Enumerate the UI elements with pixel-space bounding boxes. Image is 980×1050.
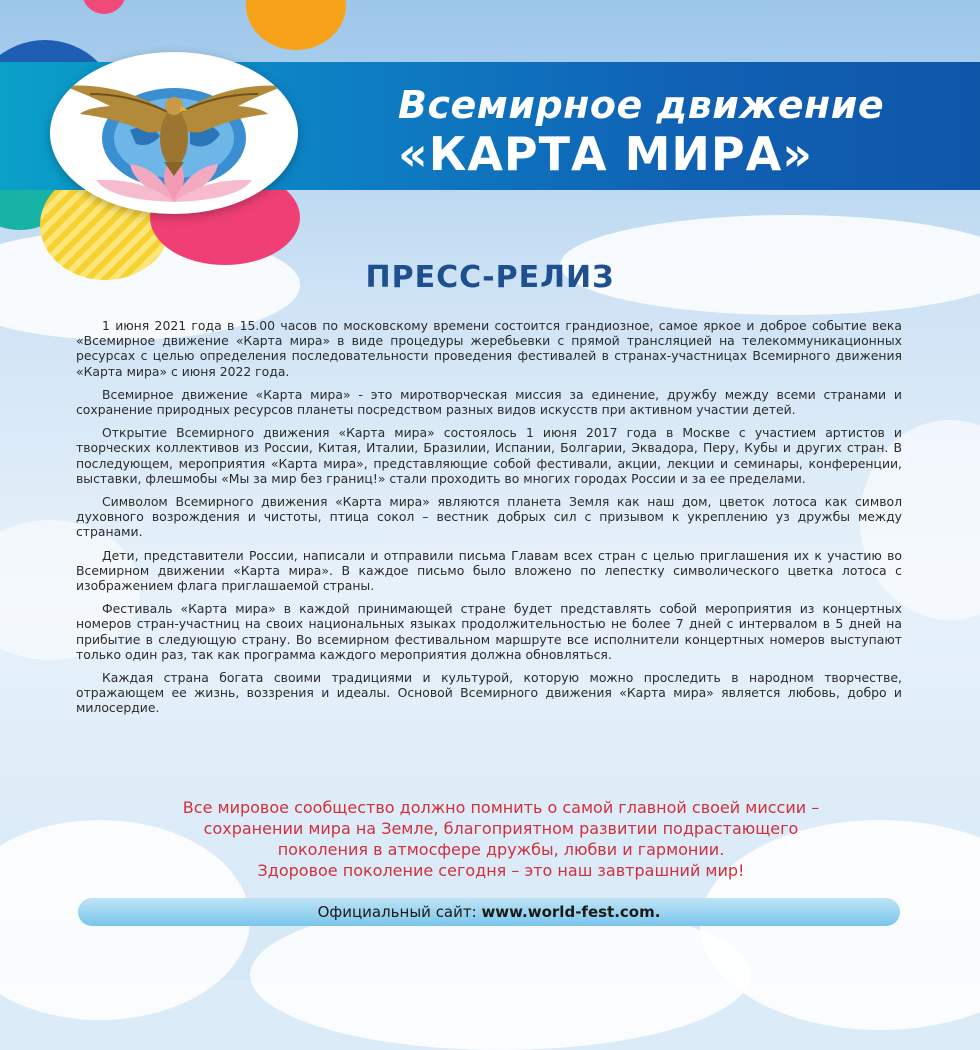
website-link[interactable]: www.world-fest.com. (481, 903, 661, 921)
closing-line: Все мировое сообщество должно помнить о самой главной своей миссии – (182, 798, 820, 817)
closing-line: Здоровое поколение сегодня – это наш завтрашний мир! (257, 861, 745, 880)
page-title (398, 84, 884, 181)
paragraph: Символом Всемирного движения «Карта мира» являются планета Земля как наш дом, цветок лотоса как символ духовного возрождения и чистоты, птица сокол – вестник добрых сил с призывом к укреплению уз дружбы между странами. (76, 494, 902, 540)
closing-line: сохранении мира на Земле, благоприятном развитии подрастающего (203, 819, 799, 838)
footer-label: Официальный сайт: (317, 903, 482, 921)
press-release-body (76, 318, 902, 724)
paragraph: Дети, представители России, написали и отправили письма Главам всех стран с целью приглашения их к участию во Всемирном движении «Карта мира». В каждое письмо было вложено по лепестку символического цветка лотоса с изображением флага приглашаемой страны. (76, 547, 902, 594)
footer-bar (78, 898, 900, 926)
falcon-emblem-icon (50, 52, 298, 214)
closing-statement (76, 797, 926, 881)
title-line-1: Всемирное движение (398, 83, 885, 127)
paragraph: Каждая страна богата своими традициями и культурой, которую можно проследить в народном творчестве, отражающем ее жизнь, воззрения и идеалы. Основой Всемирного движения «Карта мира» является любовь, добро и милосердие. (76, 670, 902, 716)
closing-line: поколения в атмосфере дружбы, любви и гармонии. (277, 840, 725, 859)
title-line-2: «КАРТА МИРА» (398, 126, 813, 181)
paragraph: 1 июня 2021 года в 15.00 часов по московскому времени состоится грандиозное, самое яркое и доброе событие века «Всемирное движение «Карта мира» в виде процедуры жеребьевки с прямой трансляцией на телекоммуникационных ресурсах с целью определения последовательности проведения фестивалей в странах-участницах Всемирного движения «Карта мира» с июня 2022 года. (76, 318, 902, 379)
paragraph: Открытие Всемирного движения «Карта мира» состоялось 1 июня 2017 года в Москве с участием артистов и творческих коллективов из России, Китая, Италии, Бразилии, Испании, Болгарии, Эквадора, Перу, Кубы и других стран. В последующем, мероприятия «Карта мира», представляющие собой фестивали, акции, лекции и семинары, конференции, выставки, флешмобы «Мы за мир без границ!» стали проходить во многих городах России и за ее пределами. (76, 425, 902, 486)
paragraph: Фестиваль «Карта мира» в каждой принимающей стране будет представлять собой мероприятия из концертных номеров стран-участниц на своих национальных языках продолжительностью не более 7 дней с интервалом в 5 дней на прибытие в следующую страну. Во всемирном фестивальном маршруте все исполнители концертных номеров выступают только один раз, так как программа каждого мероприятия должна обновляться. (76, 601, 902, 662)
logo-emblem (50, 52, 298, 214)
document-heading: ПРЕСС-РЕЛИЗ (365, 260, 615, 295)
paragraph: Всемирное движение «Карта мира» - это миротворческая миссия за единение, дружбу между всеми странами и сохранение природных ресурсов планеты посредством разных видов искусств при активном участии детей. (76, 386, 902, 418)
